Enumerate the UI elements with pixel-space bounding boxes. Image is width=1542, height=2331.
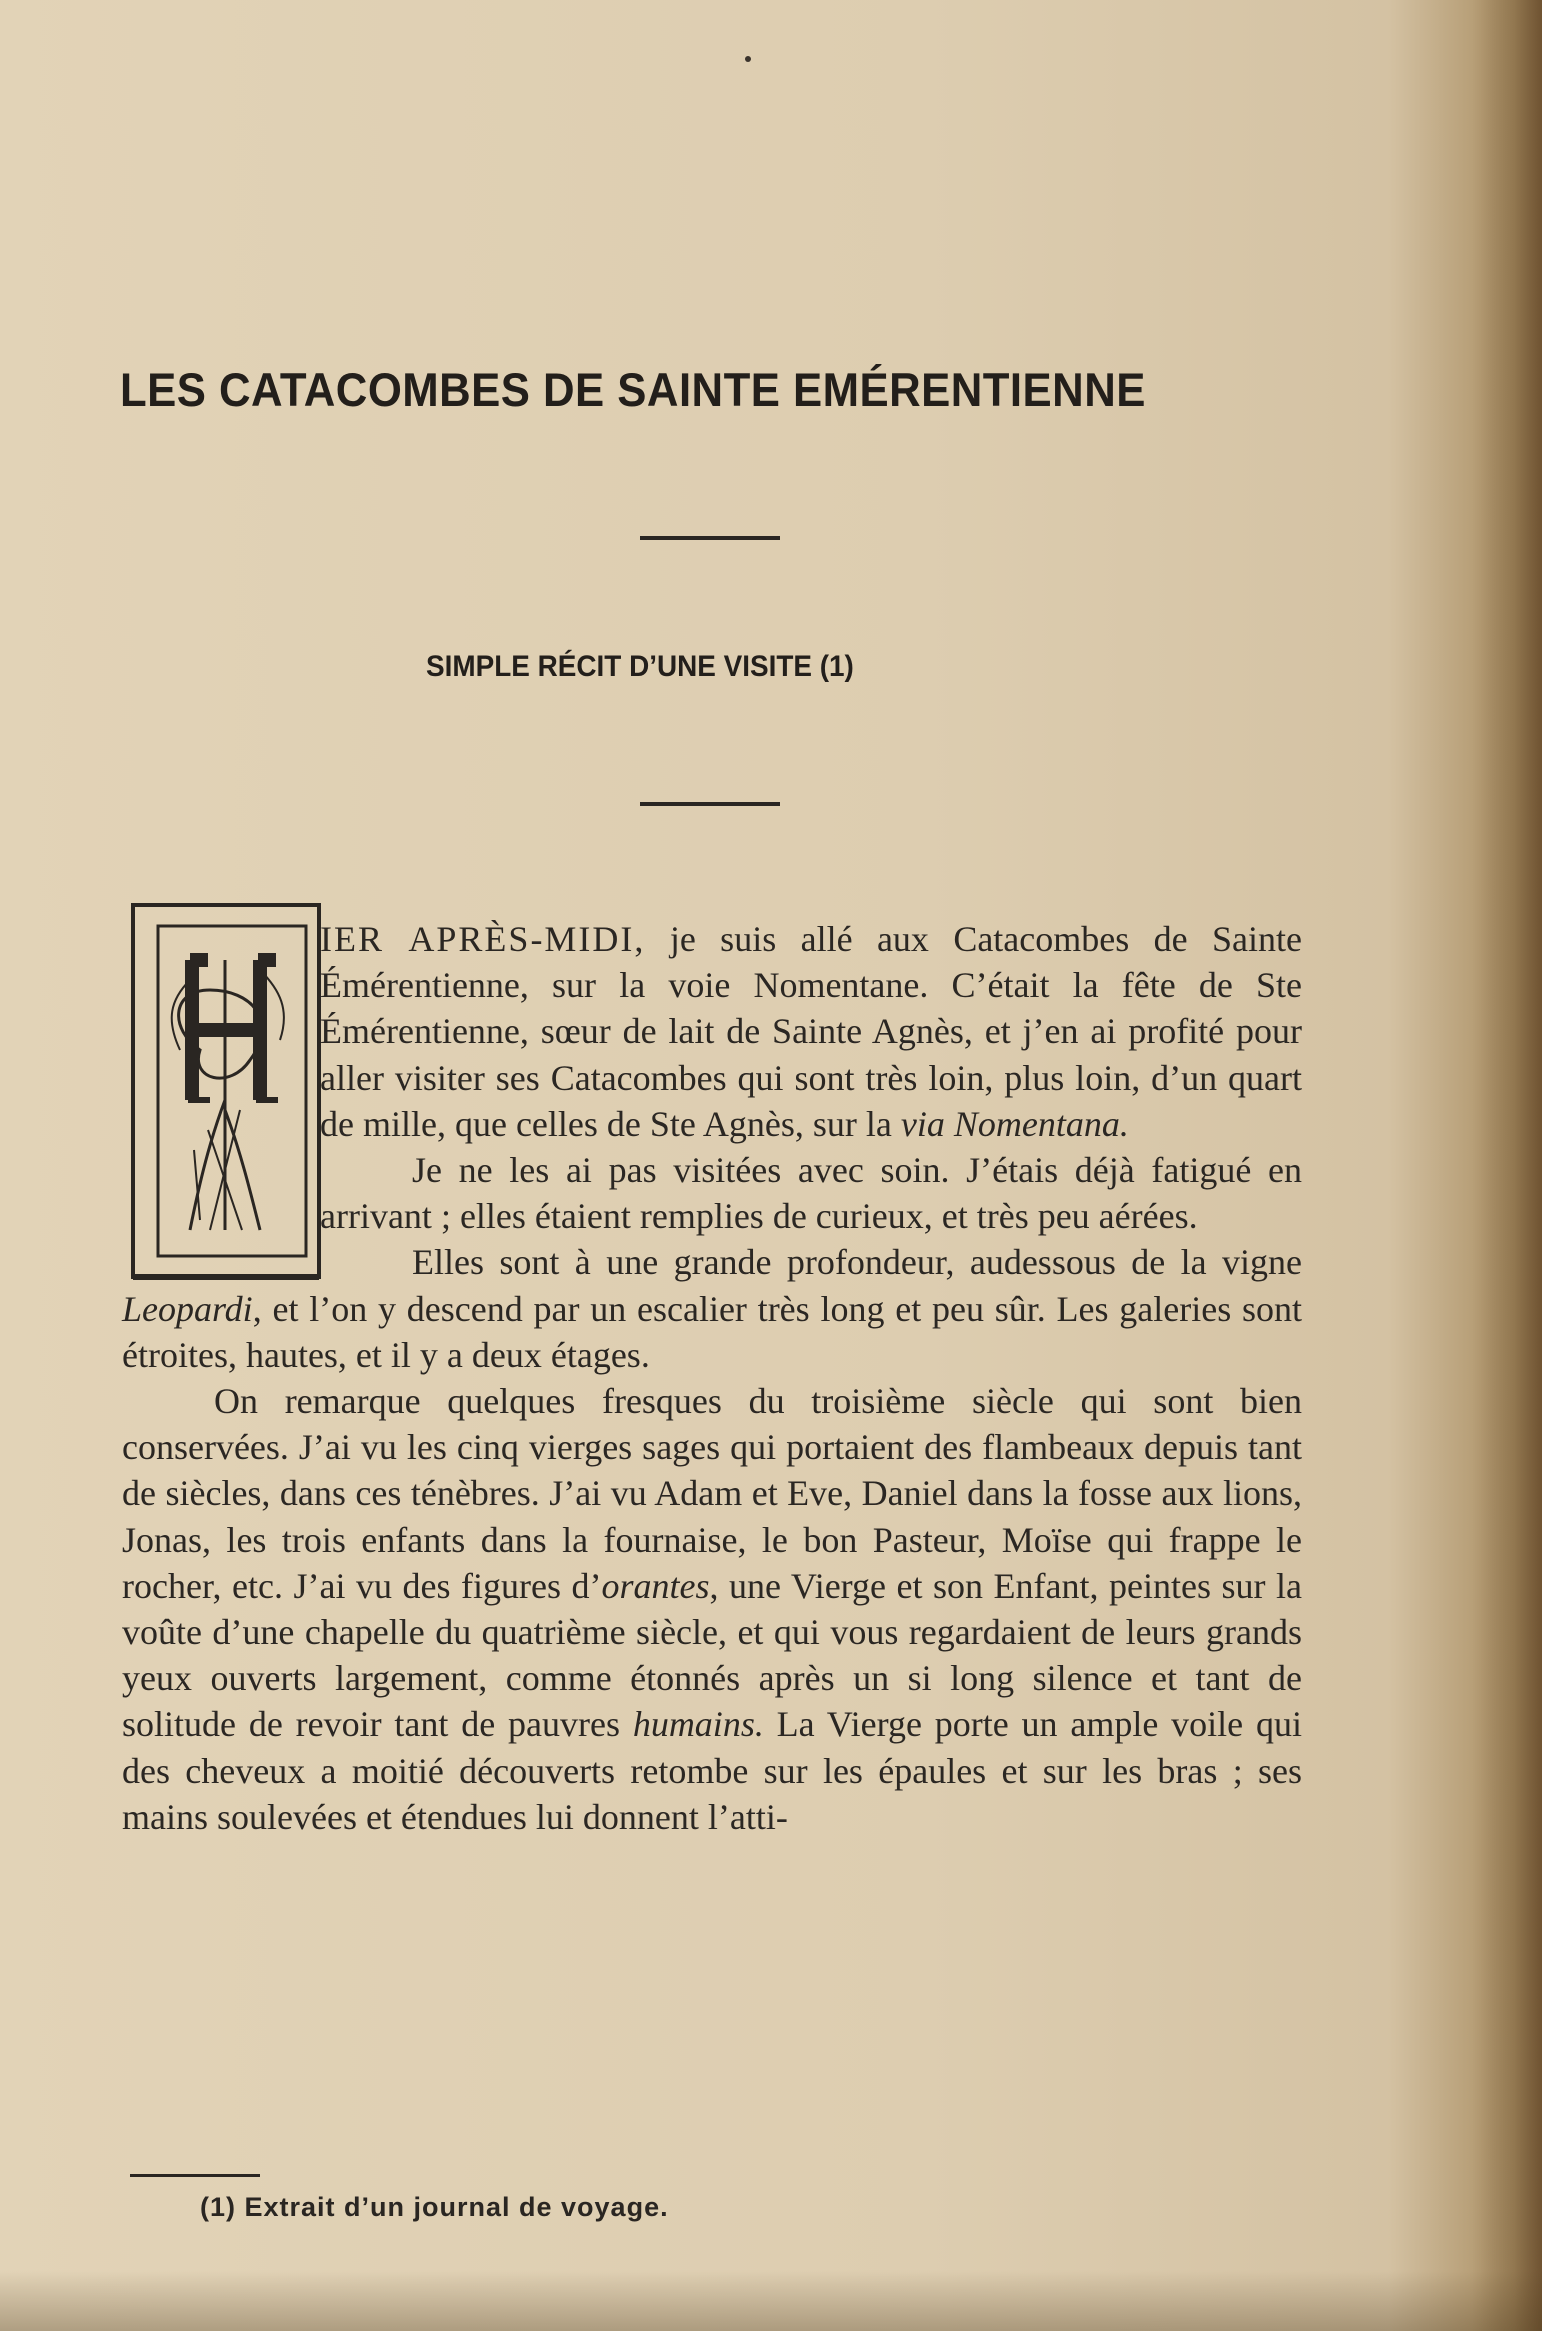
- page-title: LES CATACOMBES DE SAINTE EMÉRENTIENNE: [120, 363, 1146, 416]
- paragraph-1: IER APRÈS-MIDI, je suis allé aux Catacombes de Sainte Émérentienne, sur la voie Nomentane. C’était la fête de Ste Émérentienne, sœur de lait de Sainte Agnès, et j’en ai profité pour aller visiter ses Catacombes qui sont très loin, plus loin, d’un quart de mille, que celles de Ste Agnès, sur la via Nomentana.: [320, 919, 1302, 1144]
- subtitle-rule: [640, 802, 780, 806]
- page-subtitle: SIMPLE RÉCIT D’UNE VISITE (1): [426, 650, 854, 683]
- opening-caps: IER APRÈS-MIDI,: [320, 919, 646, 959]
- paragraph-2: Je ne les ai pas visitées avec soin. J’étais déjà fatigué en arrivant ; elles étaient remplies de curieux, et très peu aérées.: [320, 1150, 1302, 1237]
- top-dot: [745, 56, 751, 62]
- article-body: [122, 916, 1302, 1840]
- footnote: (1) Extrait d’un journal de voyage.: [200, 2192, 669, 2222]
- title-rule: [640, 536, 780, 540]
- page-edge-shadow: [1472, 0, 1542, 2331]
- footnote-rule: [130, 2174, 260, 2177]
- paragraph-3: Elles sont à une grande profondeur, audessous de la vigne Leopardi, et l’on y descend par un escalier très long et peu sûr. Les galeries sont étroites, hautes, et il y a deux étages.: [122, 1242, 1302, 1375]
- page-bottom-shadow: [0, 2271, 1542, 2331]
- paragraph-4: On remarque quelques fresques du troisième siècle qui sont bien conservées. J’ai vu les cinq vierges sages qui portaient des flambeaux depuis tant de siècles, dans ces ténèbres. J’ai vu Adam et Eve, Daniel dans la fosse aux lions, Jonas, les trois enfants dans la fournaise, le bon Pasteur, Moïse qui frappe le rocher, etc. J’ai vu des figures d’orantes, une Vierge et son Enfant, peintes sur la voûte d’une chapelle du quatrième siècle, et qui vous regardaient de leurs grands yeux ouverts largement, comme étonnés après un si long silence et tant de solitude de revoir tant de pauvres humains. La Vierge porte un ample voile qui des cheveux a moitié découverts retombe sur les épaules et sur les bras ; ses mains soulevées et étendues lui donnent l’atti-: [122, 1381, 1303, 1837]
